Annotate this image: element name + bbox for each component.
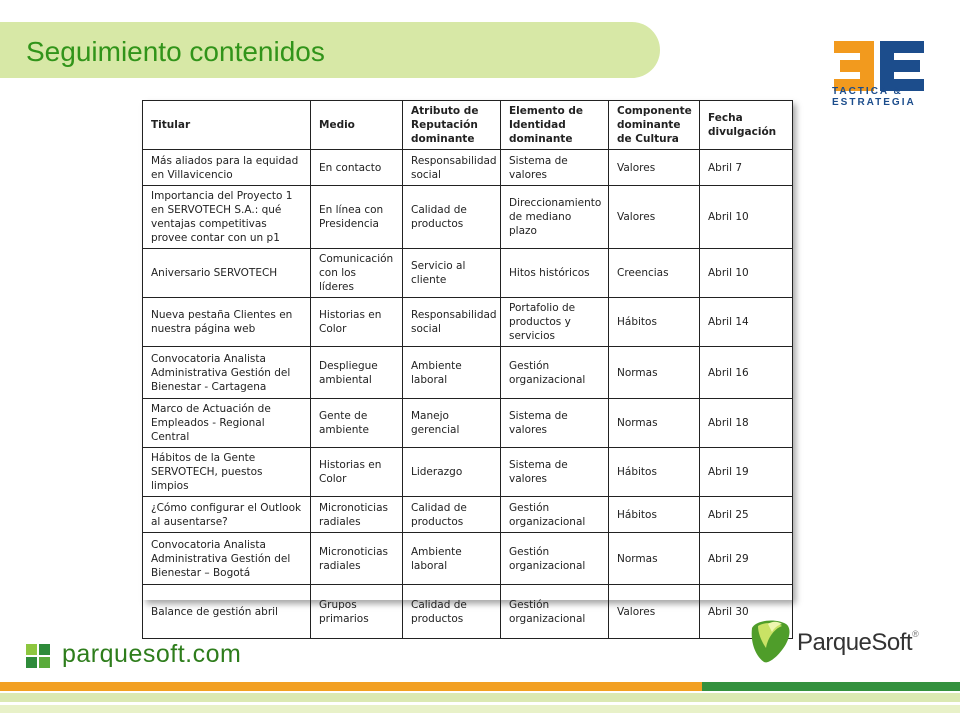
header-titular: Titular (143, 101, 311, 150)
cell-fecha: Abril 18 (700, 399, 793, 448)
cell-medio: Despliegue ambiental (311, 347, 403, 399)
cell-titular: Más aliados para la equidad en Villavicencio (143, 150, 311, 186)
cell-fecha: Abril 19 (700, 448, 793, 497)
cell-componente: Normas (609, 533, 700, 585)
cell-fecha: Abril 25 (700, 497, 793, 533)
cell-componente: Normas (609, 347, 700, 399)
cell-fecha: Abril 10 (700, 249, 793, 298)
cell-fecha: Abril 16 (700, 347, 793, 399)
cell-elemento: Sistema de valores (501, 399, 609, 448)
logo-caption-line1: TACTICA & (832, 86, 903, 97)
footer-stripe-orange (0, 682, 702, 691)
content-tracking-table-container (142, 100, 792, 625)
table-row (143, 448, 793, 497)
cell-elemento: Gestión organizacional (501, 497, 609, 533)
cell-titular: ¿Cómo configurar el Outlook al ausentarse? (143, 497, 311, 533)
table-row (143, 497, 793, 533)
footer-stripe-lighter (0, 705, 960, 713)
cell-componente: Valores (609, 150, 700, 186)
content-tracking-table (142, 100, 793, 639)
header-atributo: Atributo de Reputación dominante (403, 101, 501, 150)
cell-fecha: Abril 29 (700, 533, 793, 585)
footer-stripe-light (0, 693, 960, 702)
cell-atributo: Calidad de productos (403, 186, 501, 249)
cell-medio: Comunicación con los líderes (311, 249, 403, 298)
cell-elemento: Gestión organizacional (501, 533, 609, 585)
cell-fecha: Abril 14 (700, 298, 793, 347)
cell-medio: En contacto (311, 150, 403, 186)
table-row (143, 298, 793, 347)
cell-componente: Hábitos (609, 298, 700, 347)
cell-titular: Hábitos de la Gente SERVOTECH, puestos limpios (143, 448, 311, 497)
table-row (143, 533, 793, 585)
logo-caption (832, 86, 932, 108)
cell-medio: Historias en Color (311, 298, 403, 347)
cell-fecha: Abril 10 (700, 186, 793, 249)
cell-titular: Nueva pestaña Clientes en nuestra página web (143, 298, 311, 347)
table-row (143, 249, 793, 298)
table-row (143, 150, 793, 186)
cell-elemento: Gestión organizacional (501, 585, 609, 639)
cell-medio: Gente de ambiente (311, 399, 403, 448)
cell-fecha: Abril 30 (700, 585, 793, 639)
logo-caption-line2: ESTRATEGIA (832, 97, 916, 108)
header-fecha: Fecha divulgación (700, 101, 793, 150)
cell-elemento: Hitos históricos (501, 249, 609, 298)
cell-elemento: Direccionamiento de mediano plazo (501, 186, 609, 249)
cell-titular: Aniversario SERVOTECH (143, 249, 311, 298)
cell-titular: Convocatoria Analista Administrativa Gestión del Bienestar - Cartagena (143, 347, 311, 399)
registered-mark: ® (912, 629, 919, 639)
cell-componente: Hábitos (609, 448, 700, 497)
cell-atributo: Ambiente laboral (403, 347, 501, 399)
table-row (143, 399, 793, 448)
cell-componente: Valores (609, 186, 700, 249)
cell-componente: Valores (609, 585, 700, 639)
cell-titular: Importancia del Proyecto 1 en SERVOTECH S.A.: qué ventajas competitivas provee contar con un p1 (143, 186, 311, 249)
page-title: Seguimiento contenidos (26, 36, 325, 67)
cell-atributo: Calidad de productos (403, 497, 501, 533)
cell-elemento: Sistema de valores (501, 150, 609, 186)
header-medio: Medio (311, 101, 403, 150)
parquesoft-brand-name: ParqueSoft (797, 629, 913, 656)
header-componente: Componente dominante de Cultura (609, 101, 700, 150)
cell-atributo: Responsabilidad social (403, 150, 501, 186)
cell-componente: Normas (609, 399, 700, 448)
cell-elemento: Portafolio de productos y servicios (501, 298, 609, 347)
cell-atributo: Manejo gerencial (403, 399, 501, 448)
cell-atributo: Calidad de productos (403, 585, 501, 639)
cell-elemento: Gestión organizacional (501, 347, 609, 399)
cell-atributo: Servicio al cliente (403, 249, 501, 298)
parquesoft-website-link[interactable]: parquesoft.com (62, 640, 242, 668)
cell-medio: Micronoticias radiales (311, 497, 403, 533)
table-row (143, 347, 793, 399)
cell-atributo: Liderazgo (403, 448, 501, 497)
cell-elemento: Sistema de valores (501, 448, 609, 497)
parquesoft-brand (797, 629, 918, 657)
footer-stripe-green (702, 682, 960, 691)
cell-titular: Convocatoria Analista Administrativa Gestión del Bienestar – Bogotá (143, 533, 311, 585)
header-elemento: Elemento de Identidad dominante (501, 101, 609, 150)
cell-atributo: Responsabilidad social (403, 298, 501, 347)
cell-medio: Micronoticias radiales (311, 533, 403, 585)
cell-medio: En línea con Presidencia (311, 186, 403, 249)
cell-fecha: Abril 7 (700, 150, 793, 186)
table-row (143, 186, 793, 249)
cell-medio: Historias en Color (311, 448, 403, 497)
table-row (143, 585, 793, 639)
cell-medio: Grupos primarios (311, 585, 403, 639)
parquesoft-squares-icon (26, 644, 50, 668)
cell-titular: Balance de gestión abril (143, 585, 311, 639)
cell-atributo: Ambiente laboral (403, 533, 501, 585)
table-header-row (143, 101, 793, 150)
cell-componente: Hábitos (609, 497, 700, 533)
cell-componente: Creencias (609, 249, 700, 298)
cell-titular: Marco de Actuación de Empleados - Regional Central (143, 399, 311, 448)
